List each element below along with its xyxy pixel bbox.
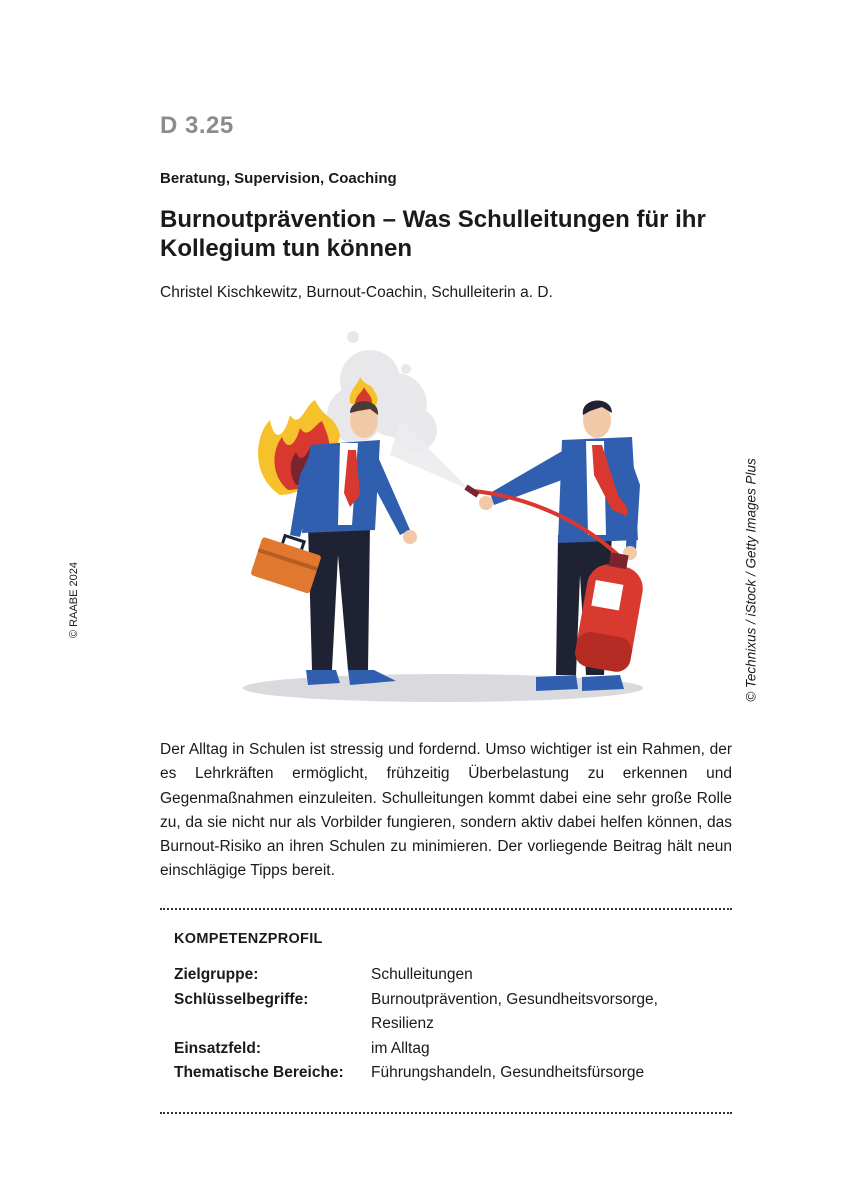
profile-row-application: [174, 1037, 734, 1062]
profile-row-keywords: [174, 988, 734, 1037]
profile-value: im Alltag: [371, 1039, 430, 1057]
competence-profile: [174, 963, 734, 1086]
intro-paragraph: Der Alltag in Schulen ist stressig und fordernd. Umso wichtiger ist ein Rahmen, der es Lehrkräften ermöglicht, frühzeitig Überbelastung zu erkennen und Gegenmaßnahmen einzuleiten. Schulleitungen kommt dabei eine sehr große Rolle zu, da sie nicht nur als Vorbilder fungieren, sondern aktiv dabei helfen können, das Burnout-Risiko an ihren Schulen zu minimieren. Der vorliegende Beitrag hält neun einschlägige Tipps bereit.: [160, 741, 732, 880]
profile-row-topics: [174, 1061, 734, 1086]
document-title: [160, 205, 740, 263]
smoke-cloud-icon: [327, 331, 437, 452]
profile-label: Schlüsselbegriffe:: [174, 990, 309, 1008]
title-line-2: Kollegium tun können: [160, 235, 412, 262]
profile-bottom-divider: [160, 1112, 732, 1114]
publisher-copyright: © RAABE 2024: [68, 562, 80, 638]
profile-label: Einsatzfeld:: [174, 1039, 261, 1057]
document-category: Beratung, Supervision, Coaching: [160, 170, 397, 187]
document-author: Christel Kischkewitz, Burnout-Coachin, Schulleiterin a. D.: [160, 284, 553, 301]
profile-value: Burnoutprävention, Gesundheitsvorsorge, Resilienz: [371, 990, 658, 1032]
profile-heading: KOMPETENZPROFIL: [174, 931, 323, 947]
profile-label: Thematische Bereiche:: [174, 1064, 344, 1081]
profile-label: Zielgruppe:: [174, 966, 259, 983]
profile-value: Führungshandeln, Gesundheitsfürsorge: [371, 1064, 645, 1081]
profile-top-divider: [160, 908, 732, 910]
burnout-illustration: [240, 325, 655, 710]
image-credit: © Technixus / iStock / Getty Images Plus: [743, 458, 759, 702]
document-code: D 3.25: [160, 112, 234, 139]
profile-value: Schulleitungen: [371, 966, 473, 983]
title-line-1: Burnoutprävention – Was Schulleitungen für ihr: [160, 206, 706, 233]
profile-row-target-group: [174, 963, 734, 988]
